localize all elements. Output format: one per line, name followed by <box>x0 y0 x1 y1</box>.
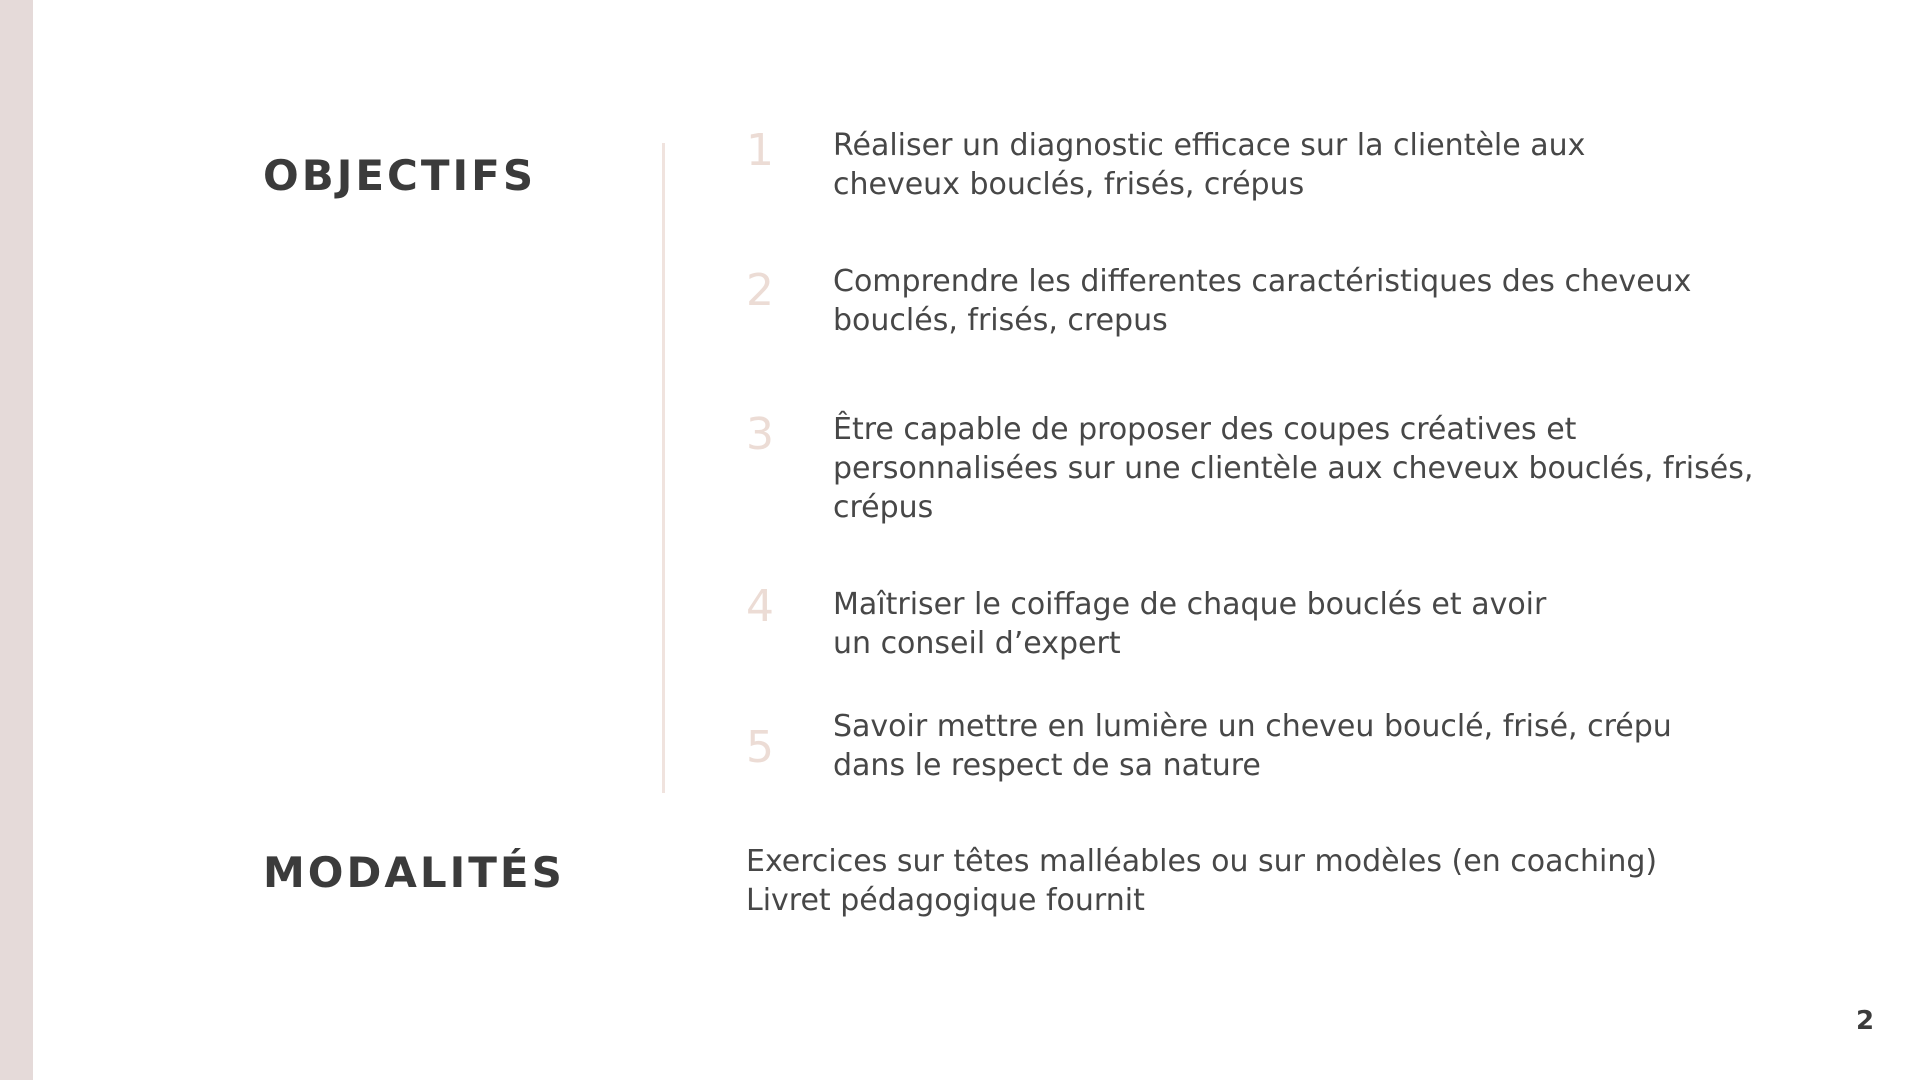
objective-number: 2 <box>746 265 774 316</box>
vertical-divider <box>662 143 665 793</box>
modalites-title: MODALITÉS <box>263 848 565 897</box>
objective-text: Comprendre les differentes caractéristiques des cheveux bouclés, frisés, crepus <box>833 264 1692 338</box>
modalites-text: Exercices sur têtes malléables ou sur modèles (en coaching) Livret pédagogique fournit <box>746 844 1658 918</box>
objective-number: 1 <box>746 125 774 176</box>
page-number: 2 <box>1856 1006 1875 1036</box>
objective-number: 3 <box>746 409 774 460</box>
objective-text: Réaliser un diagnostic efficace sur la clientèle aux cheveux bouclés, frisés, crépus <box>833 128 1586 202</box>
objective-text: Savoir mettre en lumière un cheveu bouclé, frisé, crépu dans le respect de sa nature <box>833 709 1672 783</box>
left-accent-bar <box>0 0 33 1080</box>
objective-text: Être capable de proposer des coupes créatives et personnalisées sur une clientèle aux cheveux bouclés, frisés, crépus <box>833 412 1754 525</box>
objective-text: Maîtriser le coiffage de chaque bouclés et avoir un conseil d’expert <box>833 587 1547 661</box>
objective-number: 5 <box>746 722 774 773</box>
objective-number: 4 <box>746 581 774 632</box>
objectifs-title: OBJECTIFS <box>263 151 537 200</box>
